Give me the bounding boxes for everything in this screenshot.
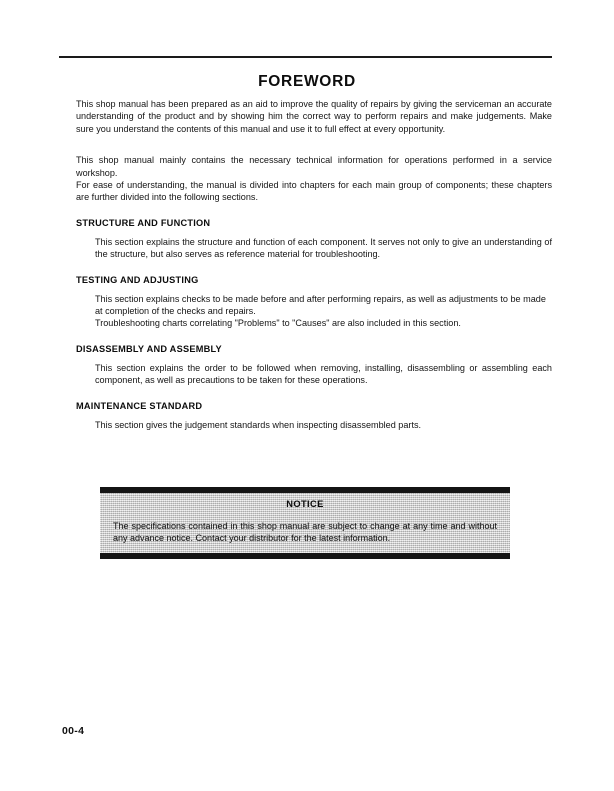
section-heading-testing-and-adjusting: TESTING AND ADJUSTING [76,274,199,285]
spacer [76,412,552,419]
section-heading-maintenance-standard: MAINTENANCE STANDARD [76,400,203,411]
section-body-maintenance-standard: This section gives the judgement standards when inspecting disassembled parts. [95,419,422,430]
section-heading-disassembly-and-assembly: DISASSEMBLY AND ASSEMBLY [76,343,222,354]
spacer [76,204,552,217]
notice-title: NOTICE [286,499,324,509]
spacer [76,330,552,343]
header-rule [59,56,552,58]
intro-paragraph-2-line-2: For ease of understanding, the manual is divided into chapters for each main group of components; these chapters are further divided into the following sections. [76,180,552,203]
section-body-structure-and-function: This section explains the structure and function of each component. It serves not only to give an understanding of the structure, but also serves as reference material for troubleshooting. [95,236,552,260]
page-title: FOREWORD [258,73,356,90]
page-content [76,98,552,431]
section-body-testing-and-adjusting: This section explains checks to be made before and after performing repairs, as well as adjustments to be made at completion of the checks and repairs. [95,293,546,317]
spacer [76,261,552,274]
spacer [76,135,552,154]
section-body-disassembly-and-assembly: This section explains the order to be followed when removing, installing, disassembling or assembling each component, as well as precautions to be taken for these operations. [95,362,552,386]
section-heading-structure-and-function: STRUCTURE AND FUNCTION [76,217,211,228]
notice-body-line-2: without any advance notice. Contact your distributor for the latest information. [113,521,497,544]
notice-top-bar [100,487,510,493]
intro-paragraph-1: This shop manual has been prepared as an aid to improve the quality of repairs by giving the serviceman an accurate understanding of the product and by showing him the correct way to perform repairs and make judgements. Make sure you understand the contents of this manual and use it to full effect at every opportunity. [76,99,552,134]
notice-bottom-bar [100,553,510,559]
spacer [76,387,552,400]
spacer [76,355,552,362]
section-body-extra-testing-and-adjusting: Troubleshooting charts correlating "Problems" to "Causes" are also included in this section. [95,318,461,329]
spacer [76,229,552,236]
notice-body-line-1: The specifications contained in this shop manual are subject to change at any time and [113,521,466,531]
notice-box [100,487,510,559]
page-number: 00-4 [62,725,85,737]
spacer [76,286,552,293]
intro-paragraph-2-line-1: This shop manual mainly contains the necessary technical information for operations performed in a service workshop. [76,155,552,178]
notice-body [113,520,497,544]
